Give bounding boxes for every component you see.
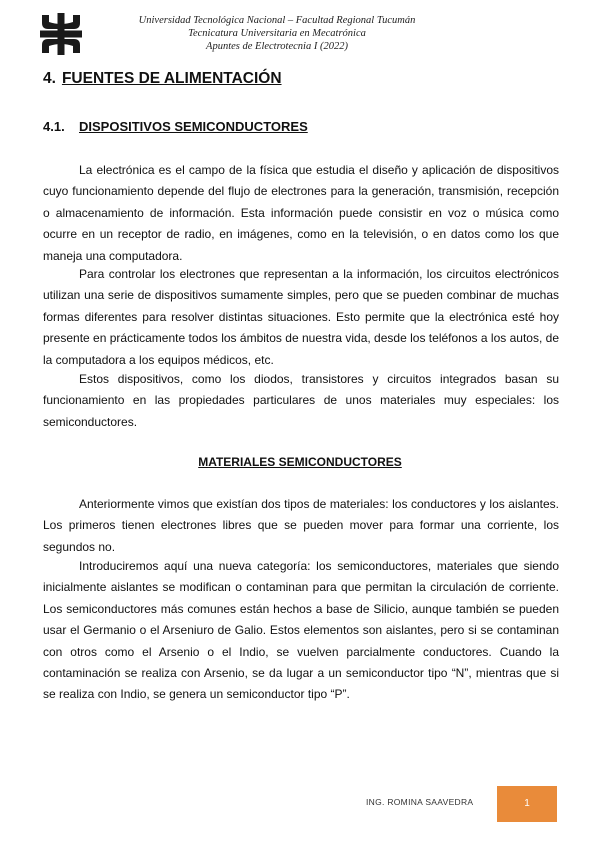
header-program: Tecnicatura Universitaria en Mecatrónica	[188, 28, 366, 39]
paragraph-devices: Para controlar los electrones que representan a la información, los circuitos electrónicos utilizan una serie de dispositivos sumamente simples, pero que se pueden combinar de muchas formas diferentes para resolver distintas situaciones. Esto permite que la electrónica esté hoy presente en prácticamente todos los ámbitos de nuestra vida, desde los teléfonos a los autos, de la computadora a los equipos médicos, etc.	[43, 267, 559, 367]
section-title: FUENTES DE ALIMENTACIÓN	[61, 70, 282, 87]
page-number: 1	[497, 786, 557, 822]
header-institution	[92, 14, 462, 53]
paragraph-materials-types: Anteriormente vimos que existían dos tipos de materiales: los conductores y los aislantes. Los primeros tienen electrones libres que se pueden mover para formar una corriente, los segundos no.	[43, 497, 559, 554]
subsection-heading	[43, 119, 308, 134]
section-heading	[43, 70, 282, 88]
paragraph-semiconductors-intro: Estos dispositivos, como los diodos, transistores y circuitos integrados basan su funcionamiento en las propiedades particulares de unos materiales muy especiales: los semiconductores.	[43, 372, 559, 429]
header-university: Universidad Tecnológica Nacional – Facultad Regional Tucumán	[138, 15, 416, 26]
page-header	[40, 10, 560, 62]
subsection-title: DISPOSITIVOS SEMICONDUCTORES	[79, 119, 308, 134]
section-number: 4.	[43, 70, 56, 87]
utn-logo-icon	[40, 13, 82, 55]
paragraph-electronics: La electrónica es el campo de la física que estudia el diseño y aplicación de dispositivos cuyo funcionamiento depende del flujo de electrones para la generación, transmisión, recepción o almacenamiento de información. Esta información puede consistir en voz o música como ocurre en un receptor de radio, en imágenes, como en la televisión, o en datos como los que maneja una computadora.	[43, 163, 559, 263]
header-course: Apuntes de Electrotecnia I (2022)	[206, 41, 348, 52]
materials-heading: MATERIALES SEMICONDUCTORES	[198, 455, 402, 469]
subsection-number: 4.1.	[43, 119, 65, 134]
paragraph-semiconductor-category: Introduciremos aquí una nueva categoría: los semiconductores, materiales que siendo inicialmente aislantes se modifican o contaminan para que permitan la circulación de corriente. Los semiconductores más comunes están hechos a base de Silicio, aunque también se pueden usar el Germanio o el Arseniuro de Galio. Estos elementos son aislantes, pero si se contaminan con otros como el Arsenio o el Indio, se vuelven parcialmente conductores. Cuando la contaminación se realiza con Arsenio, se da lugar a un semiconductor tipo “N”, mientras que si se realiza con Indio, se genera un semiconductor tipo “P”.	[43, 559, 559, 702]
footer-author: ING. ROMINA SAAVEDRA	[366, 797, 474, 807]
